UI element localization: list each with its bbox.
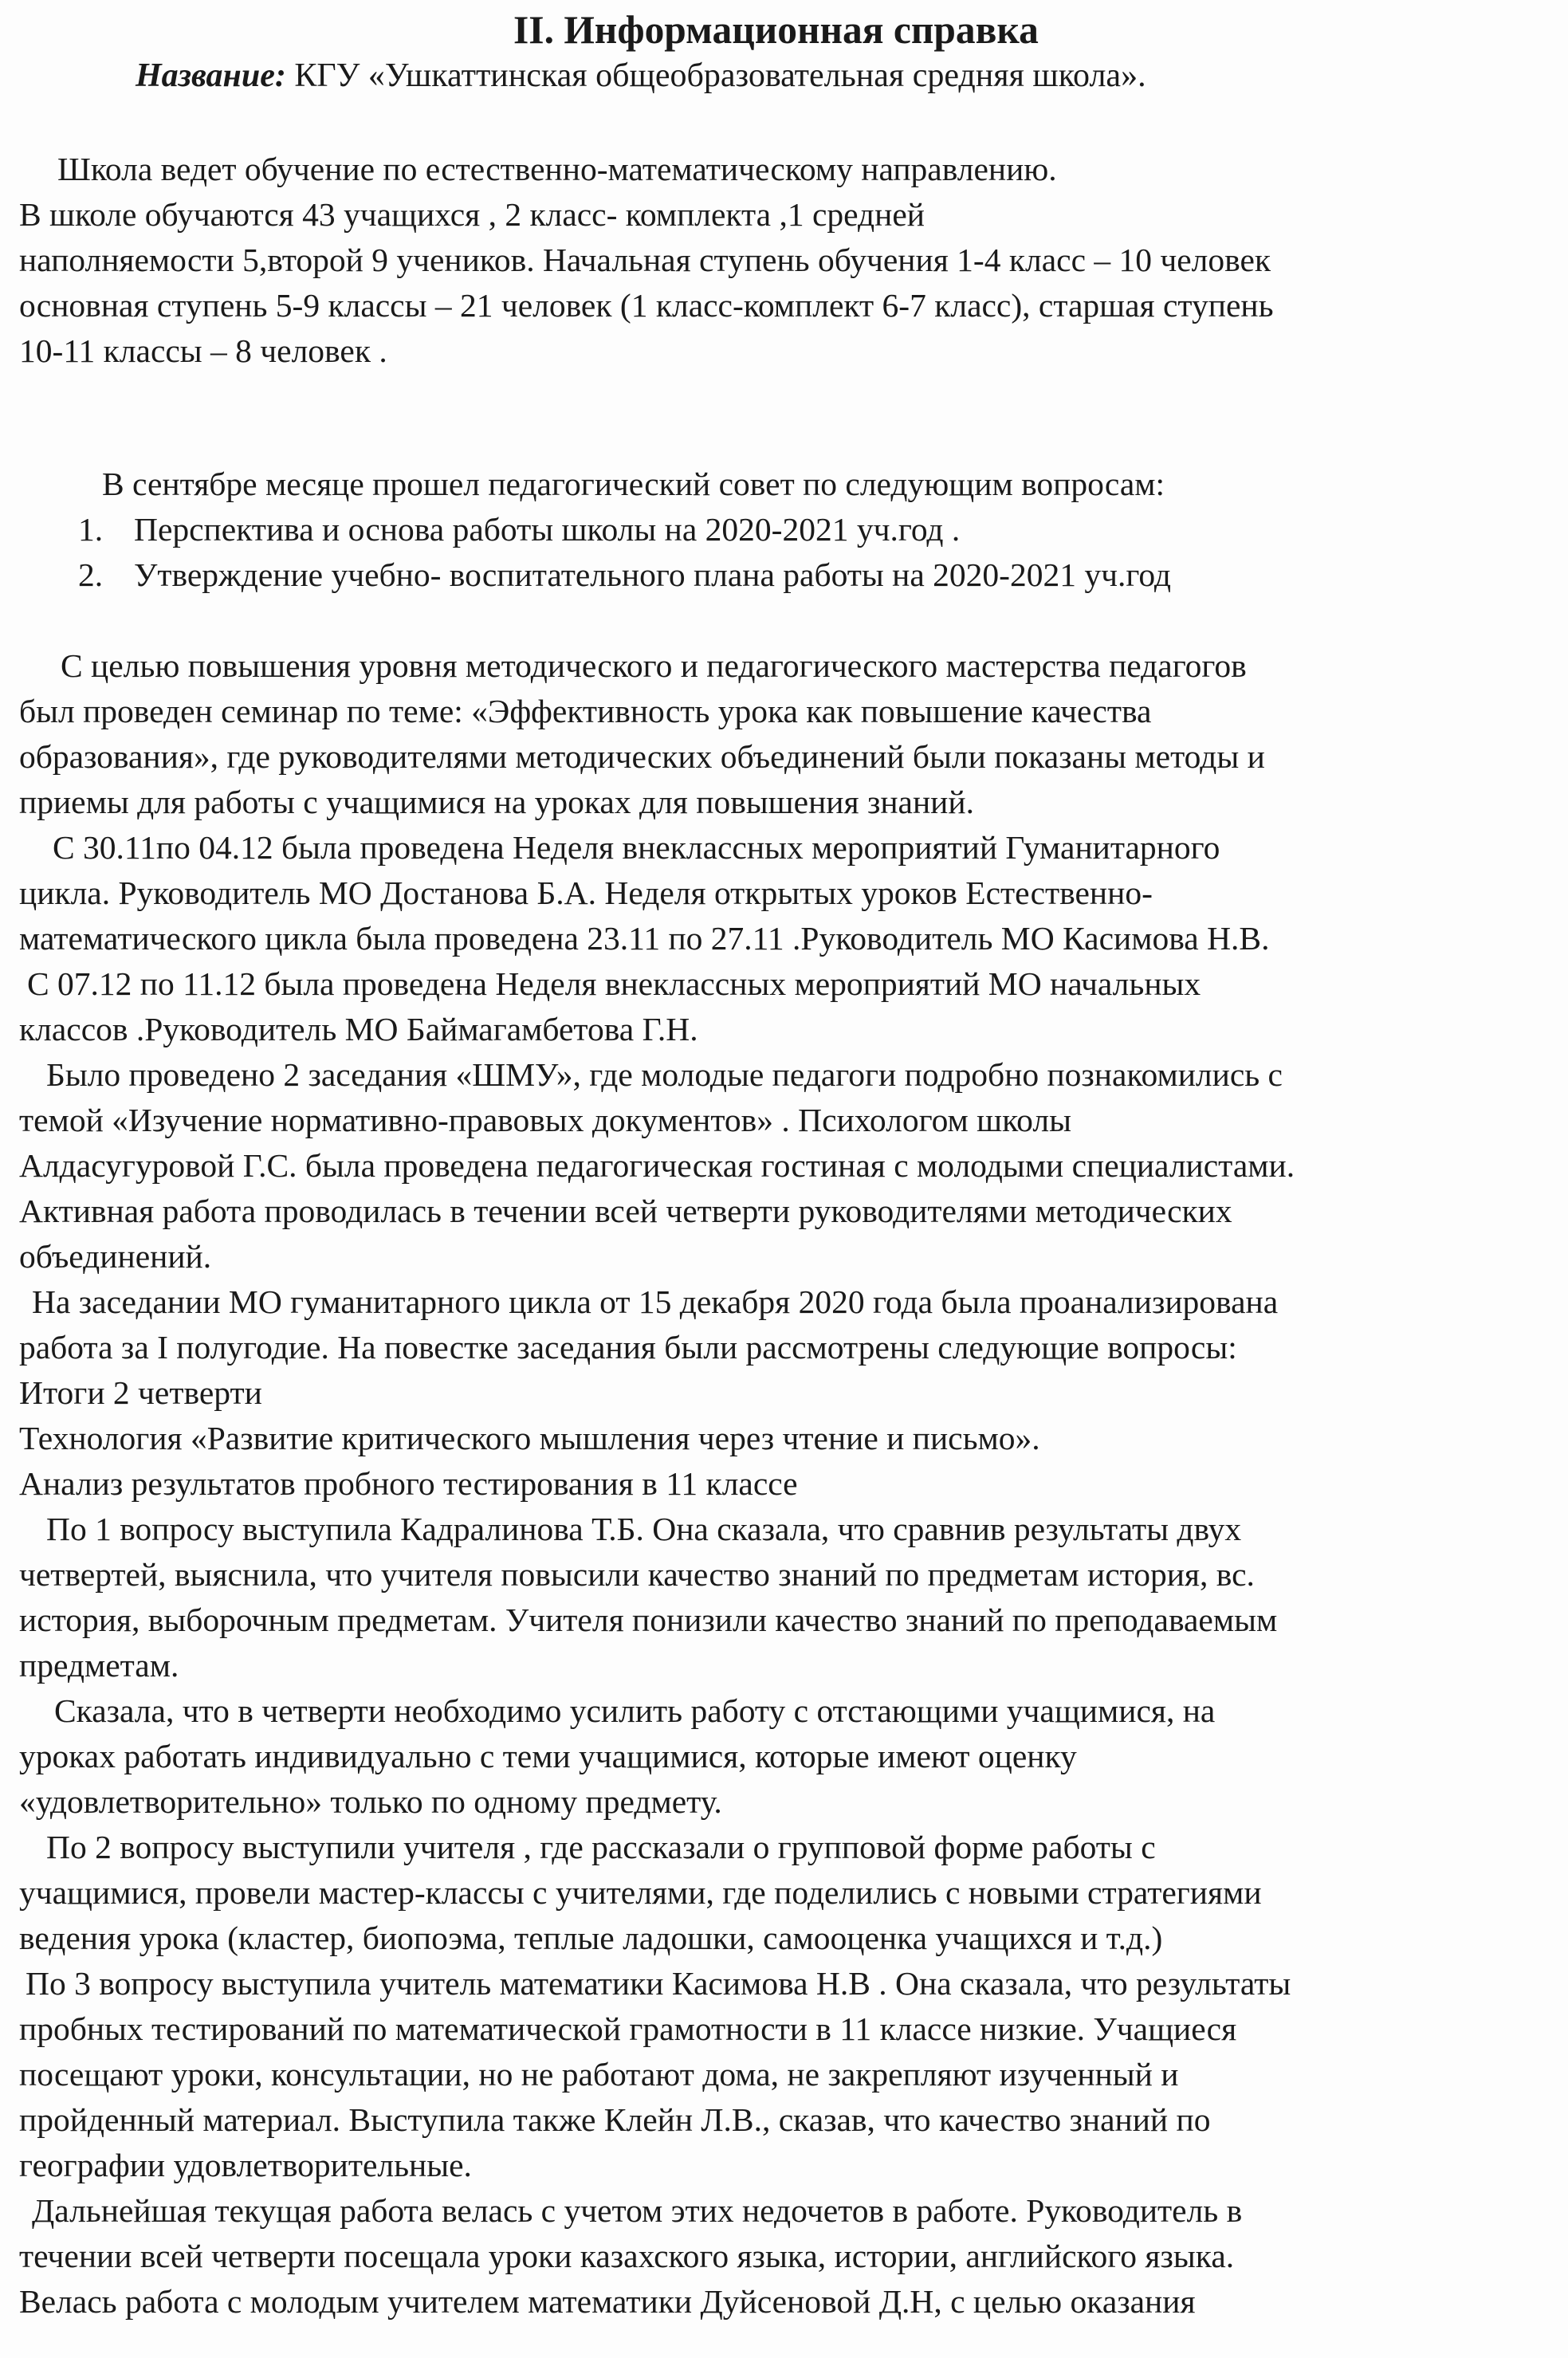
text-line: темой «Изучение нормативно-правовых документов» . Психологом школы bbox=[19, 1102, 1071, 1138]
text-line: цикла. Руководитель МО Достанова Б.А. Неделя открытых уроков Естественно- bbox=[19, 874, 1153, 911]
text-line: четвертей, выяснила, что учителя повысили качество знаний по предметам история, вс. bbox=[19, 1556, 1255, 1593]
text-line: Технология «Развитие критического мышления через чтение и письмо». bbox=[19, 1420, 1040, 1456]
text-line: С целью повышения уровня методического и педагогического мастерства педагогов bbox=[61, 647, 1247, 684]
text-line: Анализ результатов пробного тестирования в 11 классе bbox=[19, 1465, 798, 1502]
text-line: «удовлетворительно» только по одному предмету. bbox=[19, 1783, 722, 1820]
text-line: географии удовлетворительные. bbox=[19, 2147, 472, 2183]
text-line: Было проведено 2 заседания «ШМУ», где молодые педагоги подробно познакомились с bbox=[46, 1056, 1283, 1093]
text-line: Активная работа проводилась в течении всей четверти руководителями методических bbox=[19, 1193, 1232, 1229]
text-line: По 1 вопросу выступила Кадралинова Т.Б. Она сказала, что сравнив результаты двух bbox=[46, 1511, 1242, 1547]
text-line: образования», где руководителями методических объединений были показаны методы и bbox=[19, 738, 1265, 775]
text-line: С 07.12 по 11.12 была проведена Неделя внеклассных мероприятий МО начальных bbox=[27, 965, 1201, 1002]
text-line: объединений. bbox=[19, 1238, 212, 1275]
text-line: ведения урока (кластер, биопоэма, теплые ладошки, самооценка учащихся и т.д.) bbox=[19, 1920, 1163, 1956]
text-line: Школа ведет обучение по естественно-математическому направлению. bbox=[57, 151, 1057, 187]
text-line: история, выборочным предметам. Учителя понизили качество знаний по преподаваемым bbox=[19, 1601, 1278, 1638]
text-line: учащимися, провели мастер-классы с учителями, где поделились с новыми стратегиями bbox=[19, 1874, 1262, 1911]
text-line: На заседании МО гуманитарного цикла от 15 декабря 2020 года была проанализирована bbox=[32, 1283, 1279, 1320]
text-line: В школе обучаются 43 учащихся , 2 класс- комплекта ,1 средней bbox=[19, 196, 925, 233]
list-number: 1. bbox=[78, 511, 104, 548]
text-line: уроках работать индивидуально с теми учащимися, которые имеют оценку bbox=[19, 1738, 1077, 1774]
list-number: 2. bbox=[78, 556, 104, 593]
text-line: течении всей четверти посещала уроки казахского языка, истории, английского языка. bbox=[19, 2238, 1235, 2274]
text-line: наполняемости 5,второй 9 учеников. Начальная ступень обучения 1-4 класс – 10 человек bbox=[19, 242, 1271, 278]
text-line: Дальнейшая текущая работа велась с учетом этих недочетов в работе. Руководитель в bbox=[32, 2192, 1243, 2229]
text-line: Алдасугуровой Г.С. была проведена педагогическая гостиная с молодыми специалистами. bbox=[19, 1147, 1295, 1184]
text-line: математического цикла была проведена 23.11 по 27.11 .Руководитель МО Касимова Н.В. bbox=[19, 920, 1270, 957]
text-line: предметам. bbox=[19, 1647, 179, 1684]
council-intro: В сентябре месяце прошел педагогический совет по следующим вопросам: bbox=[102, 466, 1165, 502]
text-line: был проведен семинар по теме: «Эффективность урока как повышение качества bbox=[19, 693, 1152, 729]
text-line: По 2 вопросу выступили учителя , где рассказали о групповой форме работы с bbox=[46, 1829, 1156, 1865]
text-line: классов .Руководитель МО Баймагамбетова Г.Н. bbox=[19, 1011, 698, 1047]
text-line: По 3 вопросу выступила учитель математики Касимова Н.В . Она сказала, что результаты bbox=[26, 1965, 1291, 2002]
text-line: основная ступень 5-9 классы – 21 человек (1 класс-комплект 6-7 класс), старшая ступень bbox=[19, 287, 1274, 324]
text-line: приемы для работы с учащимися на уроках для повышения знаний. bbox=[19, 784, 974, 820]
text-line: С 30.11по 04.12 была проведена Неделя внеклассных мероприятий Гуманитарного bbox=[53, 829, 1220, 866]
name-label: Название: bbox=[136, 57, 286, 94]
list-text: Утверждение учебно- воспитательного плана работы на 2020-2021 уч.год bbox=[134, 556, 1172, 593]
council-item bbox=[78, 552, 1171, 598]
text-line: пробных тестирований по математической грамотности в 11 классе низкие. Учащиеся bbox=[19, 2010, 1237, 2047]
text-line: Велась работа с молодым учителем математики Дуйсеновой Д.Н, с целью оказания bbox=[19, 2283, 1196, 2320]
text-line: посещают уроки, консультации, но не работают дома, не закрепляют изученный и bbox=[19, 2056, 1179, 2093]
list-text: Перспектива и основа работы школы на 2020-2021 уч.год . bbox=[134, 511, 961, 548]
document-title: II. Информационная справка bbox=[513, 7, 1039, 52]
text-line: работа за I полугодие. На повестке заседания были рассмотрены следующие вопросы: bbox=[19, 1329, 1237, 1366]
text-line: 10-11 классы – 8 человек . bbox=[19, 332, 387, 369]
school-name-line bbox=[136, 53, 1146, 99]
text-line: пройденный материал. Выступила также Клейн Л.В., сказав, что качество знаний по bbox=[19, 2101, 1211, 2138]
text-line: Итоги 2 четверти bbox=[19, 1374, 262, 1411]
text-line: Сказала, что в четверти необходимо усилить работу с отстающими учащимися, на bbox=[54, 1692, 1216, 1729]
council-item bbox=[78, 506, 960, 552]
school-name: КГУ «Ушкаттинская общеобразовательная средняя школа». bbox=[285, 57, 1146, 94]
